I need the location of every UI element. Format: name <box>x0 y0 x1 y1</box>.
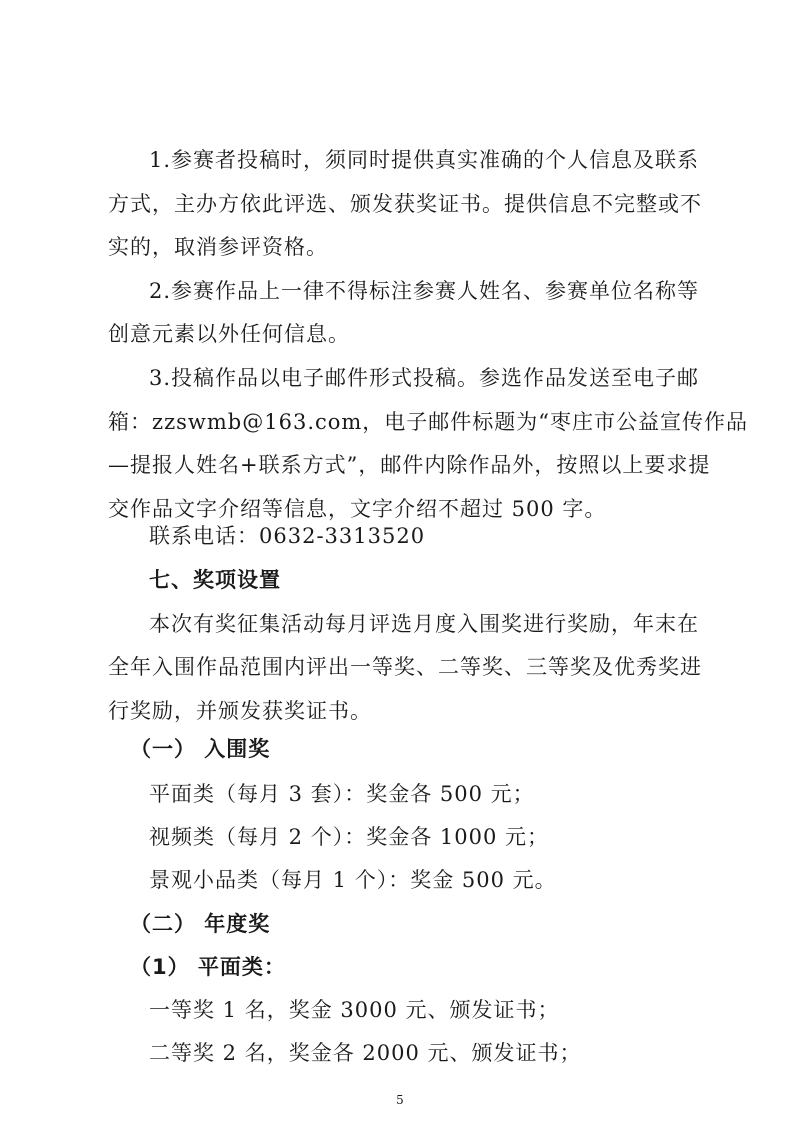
paragraph-1-line-2: 方式，主办方依此评选、颁发获奖证书。提供信息不完整或不 <box>108 192 702 216</box>
prize-first: 一等奖 1 名，奖金 3000 元、颁发证书； <box>149 998 560 1022</box>
award-line-landscape: 景观小品类（每月 1 个）：奖金 500 元。 <box>149 868 557 892</box>
paragraph-1-line-1: 1.参赛者投稿时，须同时提供真实准确的个人信息及联系 <box>149 148 700 172</box>
section-heading-7: 七、奖项设置 <box>149 568 281 592</box>
subheading-finalist-award: （一） 入围奖 <box>130 737 271 761</box>
paragraph-3-line-1: 3.投稿作品以电子邮件形式投稿。参选作品发送至电子邮 <box>149 366 700 390</box>
subheading-annual-award: （二） 年度奖 <box>130 912 271 936</box>
paragraph-3-line-4: 交作品文字介绍等信息，文字介绍不超过 500 字。 <box>108 497 607 521</box>
paragraph-3-line-3: —提报人姓名+联系方式”，邮件内除作品外，按照以上要求提 <box>108 453 711 477</box>
paragraph-2-line-2: 创意元素以外任何信息。 <box>108 322 350 346</box>
paragraph-4-line-1: 本次有奖征集活动每月评选月度入围奖进行奖励，年末在 <box>149 612 699 636</box>
paragraph-4-line-3: 行奖励，并颁发获奖证书。 <box>108 699 372 723</box>
paragraph-1-line-3: 实的，取消参评资格。 <box>108 235 328 259</box>
paragraph-4-line-2: 全年入围作品范围内评出一等奖、二等奖、三等奖及优秀奖进 <box>108 655 702 679</box>
paragraph-2-line-1: 2.参赛作品上一律不得标注参赛人姓名、参赛单位名称等 <box>149 279 700 303</box>
contact-phone: 联系电话：0632-3313520 <box>149 524 426 548</box>
subheading-graphic-category: （1） 平面类： <box>130 955 286 979</box>
award-line-video: 视频类（每月 2 个）：奖金各 1000 元； <box>149 825 550 849</box>
prize-second: 二等奖 2 名，奖金各 2000 元、颁发证书； <box>149 1041 582 1065</box>
award-line-graphic: 平面类（每月 3 套）：奖金各 500 元； <box>149 782 535 806</box>
page-number: 5 <box>396 1093 404 1107</box>
paragraph-3-line-2: 箱：zzswmb@163.com，电子邮件标题为“枣庄市公益宣传作品 <box>108 410 749 434</box>
